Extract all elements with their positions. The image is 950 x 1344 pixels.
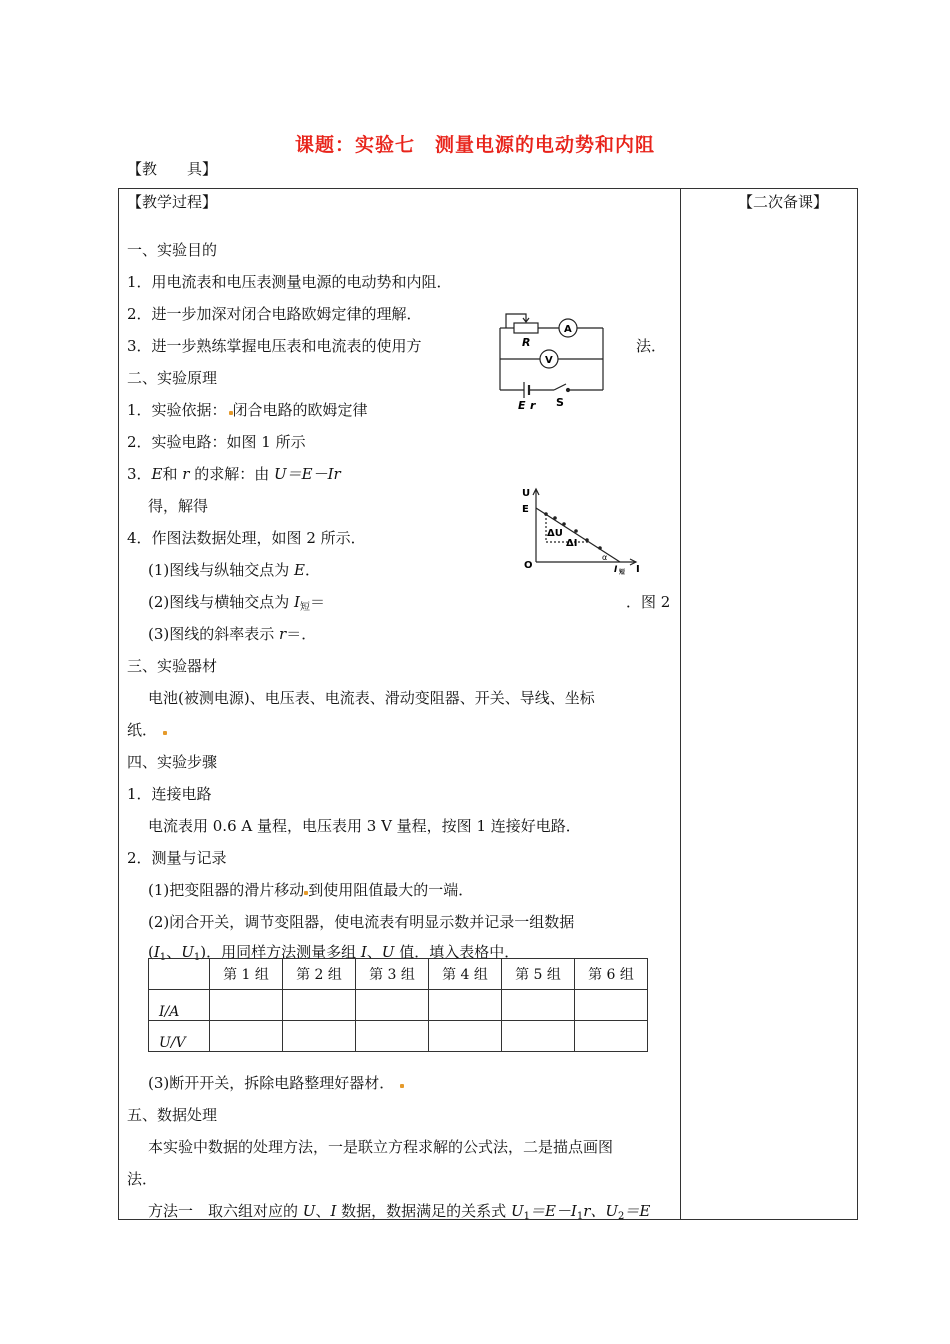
second-prep-header: 【二次备课】 — [738, 193, 829, 211]
table-row — [149, 990, 648, 1021]
objective-2: 2．进一步加深对闭合电路欧姆定律的理解． — [127, 305, 422, 323]
objective-3: 3．进一步熟练掌握电压表和电流表的使用方 — [127, 337, 422, 355]
row-label-current: I/A — [149, 990, 210, 1021]
principle-4: 4．作图法数据处理，如图 2 所示． — [127, 529, 366, 547]
table-cell — [283, 1021, 356, 1052]
graph-axis-i: I — [636, 564, 640, 575]
circuit-label-e: E — [518, 399, 526, 410]
section-1-heading: 一、实验目的 — [127, 241, 218, 259]
table-header-cell: 第 2 组 — [283, 959, 356, 990]
principle-1: 1．实验依据： 闭合电路的欧姆定律 — [127, 401, 368, 419]
voltmeter-label: V — [545, 355, 553, 366]
switch-icon — [554, 384, 566, 390]
circuit-diagram — [496, 306, 608, 410]
row-label-voltage: U/V — [149, 1021, 210, 1052]
table-header-cell: 第 6 组 — [575, 959, 648, 990]
section-5-heading: 五、数据处理 — [127, 1106, 218, 1124]
page-title: 课题：实验七 测量电源的电动势和内阻 — [294, 134, 655, 156]
teaching-tools-label: 【教 具】 — [127, 160, 218, 178]
table-cell — [502, 1021, 575, 1052]
table-cell — [429, 1021, 502, 1052]
step-1-detail: 电流表用 0.6 A 量程，电压表用 3 V 量程，按图 1 连接好电路． — [148, 817, 581, 835]
orange-dot — [400, 1084, 404, 1088]
table-cell — [283, 990, 356, 1021]
teaching-process-header: 【教学过程】 — [127, 193, 218, 211]
objective-3-end: 法． — [636, 337, 667, 355]
graph-axis-u: U — [522, 488, 531, 499]
table-header-row — [149, 959, 648, 990]
table-cell — [575, 990, 648, 1021]
switch-label: S — [556, 396, 564, 409]
step-1: 1．连接电路 — [127, 785, 212, 803]
principle-4-1: (1)图线与纵轴交点为 E． — [148, 561, 320, 579]
table-header-cell: 第 3 组 — [356, 959, 429, 990]
orange-dot — [163, 731, 167, 735]
table-cell — [429, 990, 502, 1021]
table-cell — [356, 1021, 429, 1052]
graph-origin: O — [524, 560, 533, 571]
equipment-line-2: 纸． — [127, 720, 167, 740]
section-4-heading: 四、实验步骤 — [127, 753, 218, 771]
table-cell — [210, 990, 283, 1021]
graph-alpha: α — [602, 553, 608, 562]
table-cell — [356, 990, 429, 1021]
table-cell — [502, 990, 575, 1021]
table-row — [149, 1021, 648, 1052]
table-header-cell: 第 1 组 — [210, 959, 283, 990]
graph-label-ishort: I — [614, 565, 618, 575]
ui-graph — [516, 484, 644, 576]
graph-delta-u: ΔU — [547, 528, 563, 539]
figure-2-label: ．图 2 — [626, 593, 671, 611]
principle-3-solve: 得，解得 — [148, 497, 209, 515]
principle-4-3: (3)图线的斜率表示 r＝． — [148, 625, 317, 643]
principle-2: 2．实验电路：如图 1 所示 — [127, 433, 306, 451]
rheostat-resistor — [514, 323, 538, 333]
objective-1: 1．用电流表和电压表测量电源的电动势和内阻． — [127, 273, 452, 291]
step-2-1: (1)把变阻器的滑片移动 到使用阻值最大的一端． — [148, 881, 474, 899]
step-2-2: (2)闭合开关，调节变阻器，使电流表有明显示数并记录一组数据 — [148, 913, 575, 931]
section-2-heading: 二、实验原理 — [127, 369, 218, 387]
equipment-line-1: 电池(被测电源)、电压表、电流表、滑动变阻器、开关、导线、坐标 — [148, 689, 595, 707]
table-header-cell: 第 4 组 — [429, 959, 502, 990]
table-cell — [210, 1021, 283, 1052]
data-processing-line-2: 法． — [127, 1170, 158, 1188]
method-one-line: 方法一 取六组对应的 U、I 数据，数据满足的关系式 $U_1=E-I_1r$、$U_2=E$ — [148, 1202, 651, 1222]
section-3-heading: 三、实验器材 — [127, 657, 218, 675]
graph-label-e: E — [522, 504, 529, 515]
data-processing-line-1: 本实验中数据的处理方法，一是联立方程求解的公式法，二是描点画图 — [148, 1138, 614, 1156]
graph-label-ishort-sub: 短 — [619, 569, 626, 576]
principle-4-2: (2)图线与横轴交点为 $I_短=$ — [148, 593, 325, 613]
circuit-label-r-resistor: R — [522, 336, 531, 349]
step-2: 2．测量与记录 — [127, 849, 227, 867]
frame-divider — [680, 188, 681, 1219]
table-header-cell — [149, 959, 210, 990]
step-2-3: (3)断开开关，拆除电路整理好器材． — [148, 1073, 404, 1093]
table-cell — [575, 1021, 648, 1052]
graph-delta-i: ΔI — [566, 538, 578, 549]
principle-3: 3．E和 r 的求解：由 U＝E－Ir — [127, 465, 341, 483]
ammeter-label: A — [564, 324, 572, 335]
step-2-2-cont: ($I_1$、$U_1$)．用同样方法测量多组 I、U 值．填入表格中． — [148, 943, 520, 963]
data-table — [148, 958, 648, 1052]
table-header-cell: 第 5 组 — [502, 959, 575, 990]
circuit-label-r-internal: r — [530, 399, 536, 410]
